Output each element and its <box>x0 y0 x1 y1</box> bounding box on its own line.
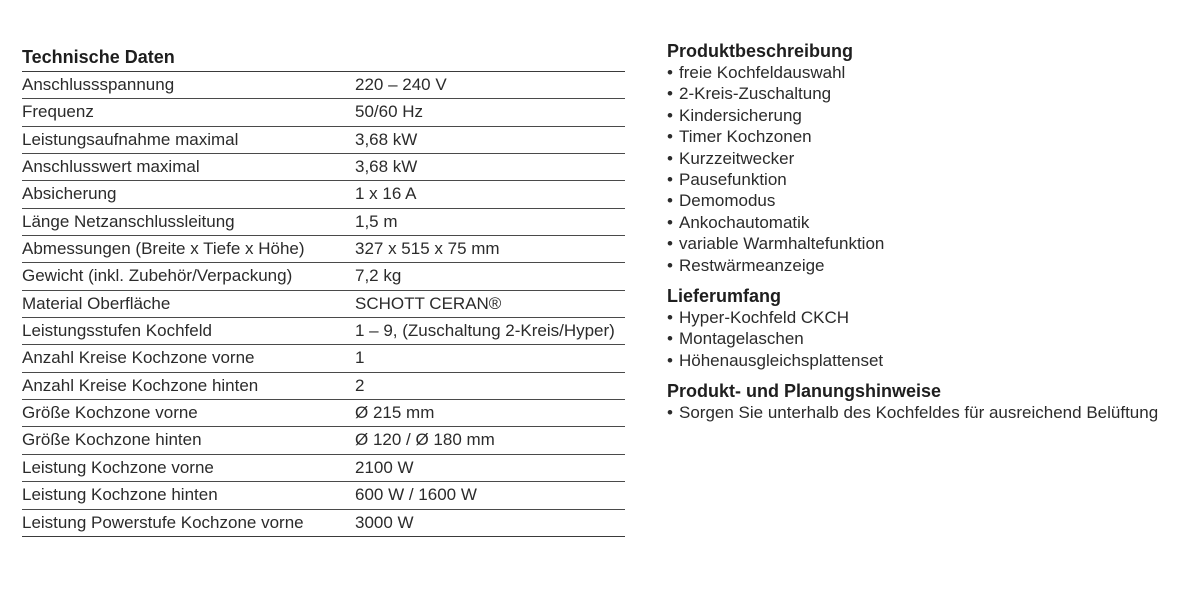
delivery-scope-list <box>667 307 1182 371</box>
bullet-icon: • <box>667 63 673 82</box>
list-item <box>667 402 1182 423</box>
spec-value: 3000 W <box>355 512 414 532</box>
list-item-text: Pausefunktion <box>679 170 787 190</box>
spec-value: Ø 120 / Ø 180 mm <box>355 430 495 450</box>
planning-notes-title: Produkt- und Planungshinweise <box>667 381 942 402</box>
spec-row <box>22 209 625 236</box>
list-item-text: Sorgen Sie unterhalb des Kochfeldes für ausreichend Belüftung <box>679 403 1159 423</box>
bullet-icon: • <box>667 350 673 370</box>
spec-row <box>22 373 625 400</box>
list-item <box>667 255 1182 276</box>
list-item-text: Montagelaschen <box>679 329 804 349</box>
spec-value: 327 x 515 x 75 mm <box>355 239 500 259</box>
spec-label: Absicherung <box>22 184 117 204</box>
spec-row <box>22 318 625 345</box>
list-item-text: Timer Kochzonen <box>679 127 812 147</box>
spec-label: Leistung Kochzone hinten <box>22 485 218 505</box>
bullet-icon: • <box>667 234 673 254</box>
list-item <box>667 83 1182 104</box>
list-item <box>667 62 1182 83</box>
bullet-icon: • <box>667 329 673 349</box>
spec-row <box>22 427 625 454</box>
spec-value: 1 <box>355 348 365 368</box>
bullet-icon: • <box>667 170 673 190</box>
spec-value: 600 W / 1600 W <box>355 485 477 505</box>
technical-data-table <box>22 44 625 537</box>
list-item-text: Demomodus <box>679 191 776 211</box>
spec-label: Anschlussspannung <box>22 75 175 94</box>
spec-label: Abmessungen (Breite x Tiefe x Höhe) <box>22 239 305 259</box>
spec-label: Leistungsaufnahme maximal <box>22 129 239 149</box>
spec-label: Größe Kochzone vorne <box>22 403 198 423</box>
spec-label: Anzahl Kreise Kochzone vorne <box>22 348 255 368</box>
bullet-icon: • <box>667 403 673 423</box>
spec-row <box>22 510 625 537</box>
list-item <box>667 148 1182 169</box>
spec-row <box>22 455 625 482</box>
spec-label: Leistung Kochzone vorne <box>22 457 214 477</box>
list-item <box>667 328 1182 349</box>
product-description-list <box>667 62 1182 276</box>
spec-label: Frequenz <box>22 102 94 122</box>
list-item-text: Kindersicherung <box>679 105 802 125</box>
spec-label: Leistungsstufen Kochfeld <box>22 321 212 341</box>
list-item <box>667 212 1182 233</box>
spec-value: SCHOTT CERAN® <box>355 293 502 313</box>
spec-label: Gewicht (inkl. Zubehör/Verpackung) <box>22 266 293 286</box>
spec-label: Anschlusswert maximal <box>22 157 200 177</box>
spec-row <box>22 482 625 509</box>
list-item-text: Ankochautomatik <box>679 212 810 232</box>
list-item <box>667 190 1182 211</box>
spec-label: Leistung Powerstufe Kochzone vorne <box>22 512 304 532</box>
spec-row <box>22 291 625 318</box>
bullet-icon: • <box>667 84 673 104</box>
spec-value: Ø 215 mm <box>355 403 435 423</box>
delivery-scope-section <box>667 285 1182 371</box>
bullet-icon: • <box>667 148 673 168</box>
spec-value: 50/60 Hz <box>355 102 424 122</box>
technical-data-title: Technische Daten <box>22 44 625 72</box>
list-item <box>667 307 1182 328</box>
spec-label: Material Oberfläche <box>22 293 171 313</box>
spec-row <box>22 181 625 208</box>
spec-value: 1 – 9, (Zuschaltung 2-Kreis/Hyper) <box>355 321 615 341</box>
spec-row <box>22 154 625 181</box>
spec-row <box>22 400 625 427</box>
list-item-text: freie Kochfeldauswahl <box>679 63 846 82</box>
spec-value: 220 – 240 V <box>355 75 447 94</box>
spec-row <box>22 236 625 263</box>
list-item-text: variable Warmhaltefunktion <box>679 234 885 254</box>
spec-value: 3,68 kW <box>355 157 418 177</box>
planning-notes-section <box>667 380 1182 423</box>
spec-row <box>22 99 625 126</box>
spec-rows <box>22 72 625 537</box>
bullet-icon: • <box>667 191 673 211</box>
list-item <box>667 350 1182 371</box>
spec-value: 2 <box>355 375 365 395</box>
spec-value: 2100 W <box>355 457 414 477</box>
list-item-text: Hyper-Kochfeld CKCH <box>679 308 850 328</box>
product-description-title: Produktbeschreibung <box>667 41 854 61</box>
spec-value: 1,5 m <box>355 211 398 231</box>
bullet-icon: • <box>667 105 673 125</box>
product-info-column <box>667 40 1182 424</box>
planning-notes-list <box>667 402 1182 423</box>
list-item-text: Restwärmeanzeige <box>679 255 825 275</box>
list-item-text: 2-Kreis-Zuschaltung <box>679 84 832 104</box>
delivery-scope-title: Lieferumfang <box>667 286 782 307</box>
spec-value: 7,2 kg <box>355 266 402 286</box>
spec-label: Anzahl Kreise Kochzone hinten <box>22 375 259 395</box>
list-item-text: Höhenausgleichsplattenset <box>679 350 884 370</box>
product-description-section <box>667 40 1182 276</box>
list-item-text: Kurzzeitwecker <box>679 148 795 168</box>
bullet-icon: • <box>667 255 673 275</box>
list-item <box>667 169 1182 190</box>
list-item <box>667 126 1182 147</box>
spec-row <box>22 72 625 99</box>
spec-label: Länge Netzanschlussleitung <box>22 211 235 231</box>
spec-label: Größe Kochzone hinten <box>22 430 202 450</box>
list-item <box>667 233 1182 254</box>
spec-row <box>22 263 625 290</box>
spec-row <box>22 345 625 372</box>
spec-value: 3,68 kW <box>355 129 418 149</box>
list-item <box>667 105 1182 126</box>
bullet-icon: • <box>667 308 673 328</box>
bullet-icon: • <box>667 127 673 147</box>
spec-row <box>22 127 625 154</box>
bullet-icon: • <box>667 212 673 232</box>
spec-value: 1 x 16 A <box>355 184 417 204</box>
